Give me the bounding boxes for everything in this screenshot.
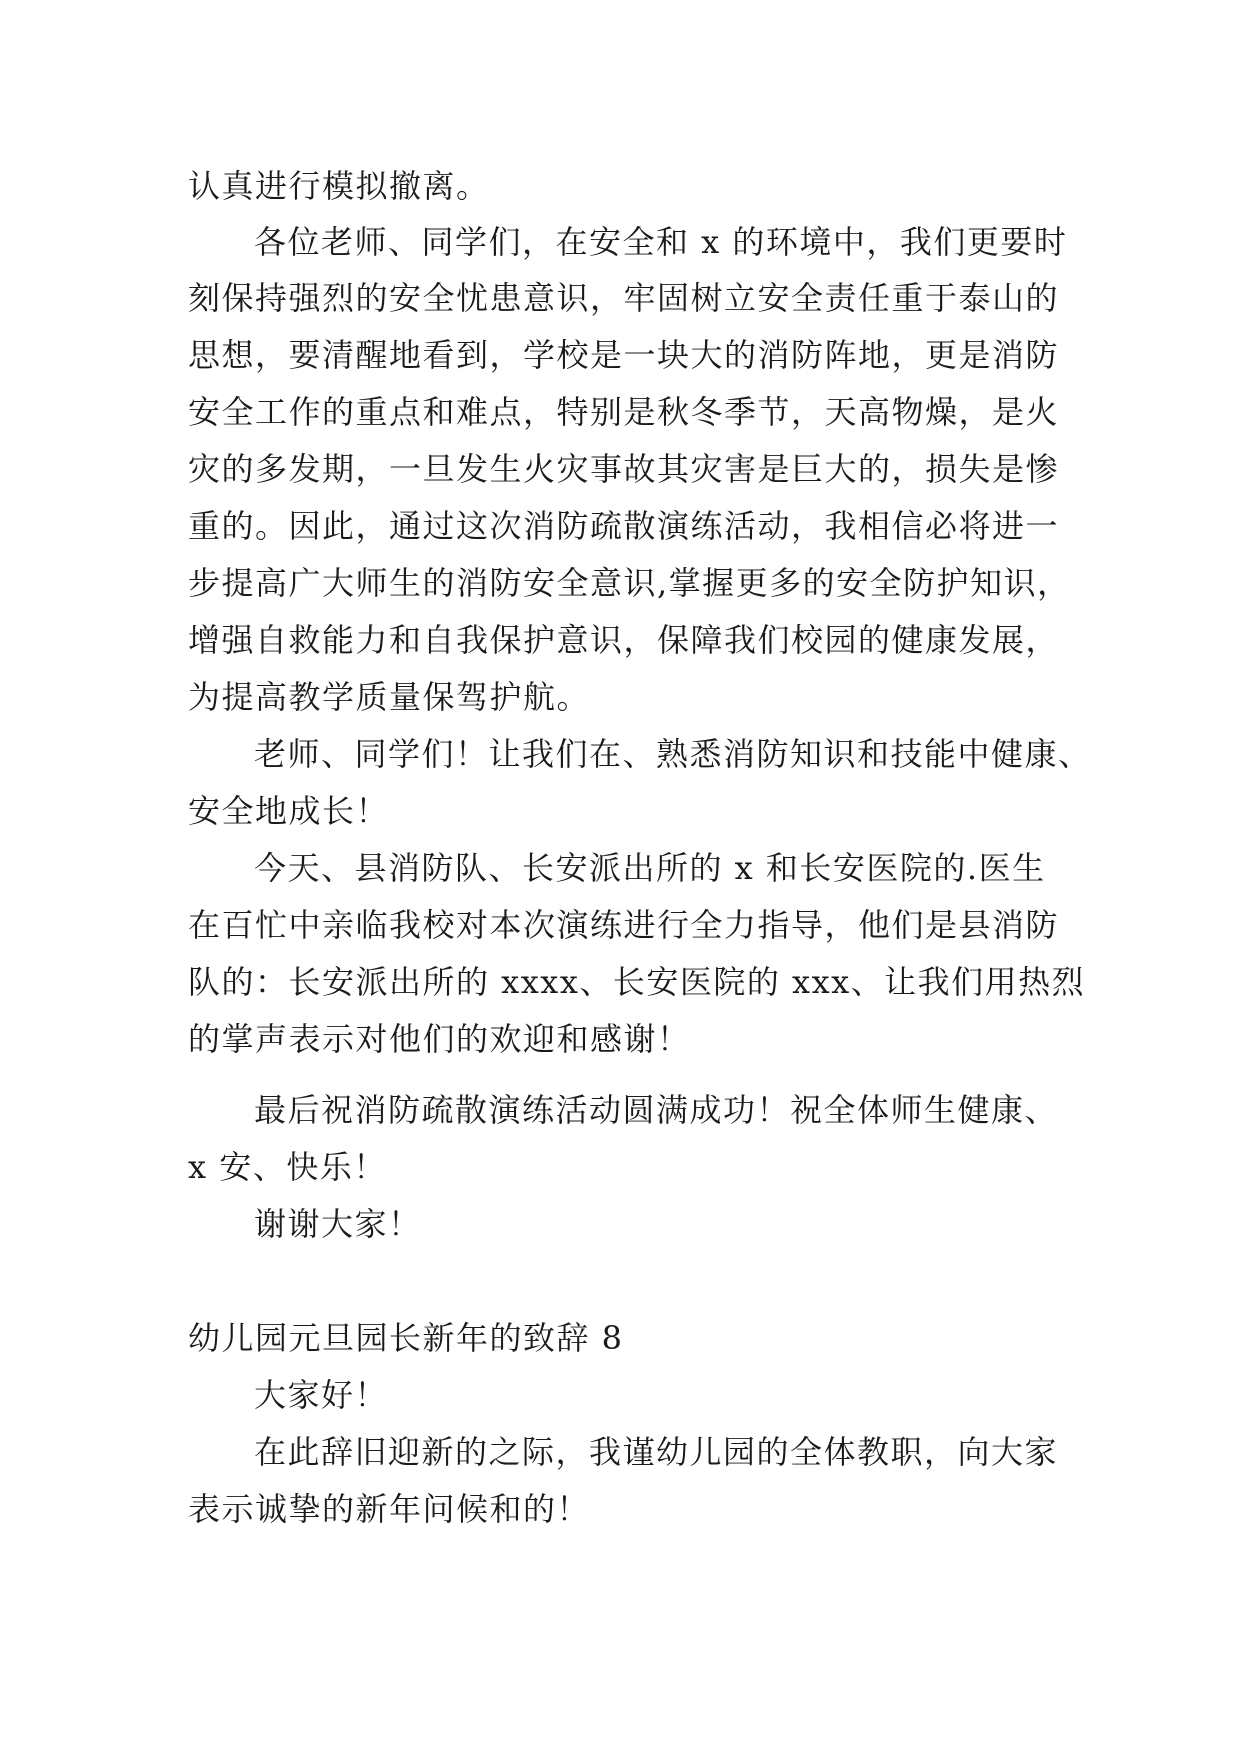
text-line-14: 在百忙中亲临我校对本次演练进行全力指导，他们是县消防 [188,906,1060,944]
text-line-9: 增强自救能力和自我保护意识，保障我们校园的健康发展， [188,621,1060,659]
text-line-2: 各位老师、同学们，在安全和 x 的环境中，我们更要时 [254,223,1068,261]
text-line-23: 表示诚挚的新年问候和的！ [188,1490,591,1528]
text-line-19: 谢谢大家！ [254,1205,422,1243]
text-line-11: 老师、同学们！让我们在、熟悉消防知识和技能中健康、 [254,735,1092,773]
text-line-17: 最后祝消防疏散演练活动圆满成功！祝全体师生健康、 [254,1091,1059,1129]
text-line-1: 认真进行模拟撤离。 [188,167,490,205]
text-line-16: 的掌声表示对他们的欢迎和感谢！ [188,1020,691,1058]
text-line-12: 安全地成长！ [188,792,390,830]
text-line-15: 队的：长安派出所的 xxxx、长安医院的 xxx、让我们用热烈 [188,963,1086,1001]
text-line-10: 为提高教学质量保驾护航。 [188,678,591,716]
text-line-6: 灾的多发期，一旦发生火灾事故其灾害是巨大的，损失是惨 [188,450,1060,488]
text-line-21: 大家好！ [254,1376,389,1414]
text-line-18: x 安、快乐！ [188,1148,387,1186]
text-line-7: 重的。因此，通过这次消防疏散演练活动，我相信必将进一 [188,507,1060,545]
text-line-22: 在此辞旧迎新的之际，我谨幼儿园的全体教职，向大家 [254,1433,1059,1471]
text-line-5: 安全工作的重点和难点，特别是秋冬季节，天高物燥，是火 [188,393,1060,431]
text-line-4: 思想，要清醒地看到，学校是一块大的消防阵地，更是消防 [188,336,1060,374]
text-line-3: 刻保持强烈的安全忧患意识，牢固树立安全责任重于泰山的 [188,279,1060,317]
text-line-8: 步提高广大师生的消防安全意识,掌握更多的安全防护知识， [188,564,1071,602]
text-line-13: 今天、县消防队、长安派出所的 x 和长安医院的.医生 [254,849,1046,887]
section-heading: 幼儿园元旦园长新年的致辞 8 [188,1319,624,1357]
